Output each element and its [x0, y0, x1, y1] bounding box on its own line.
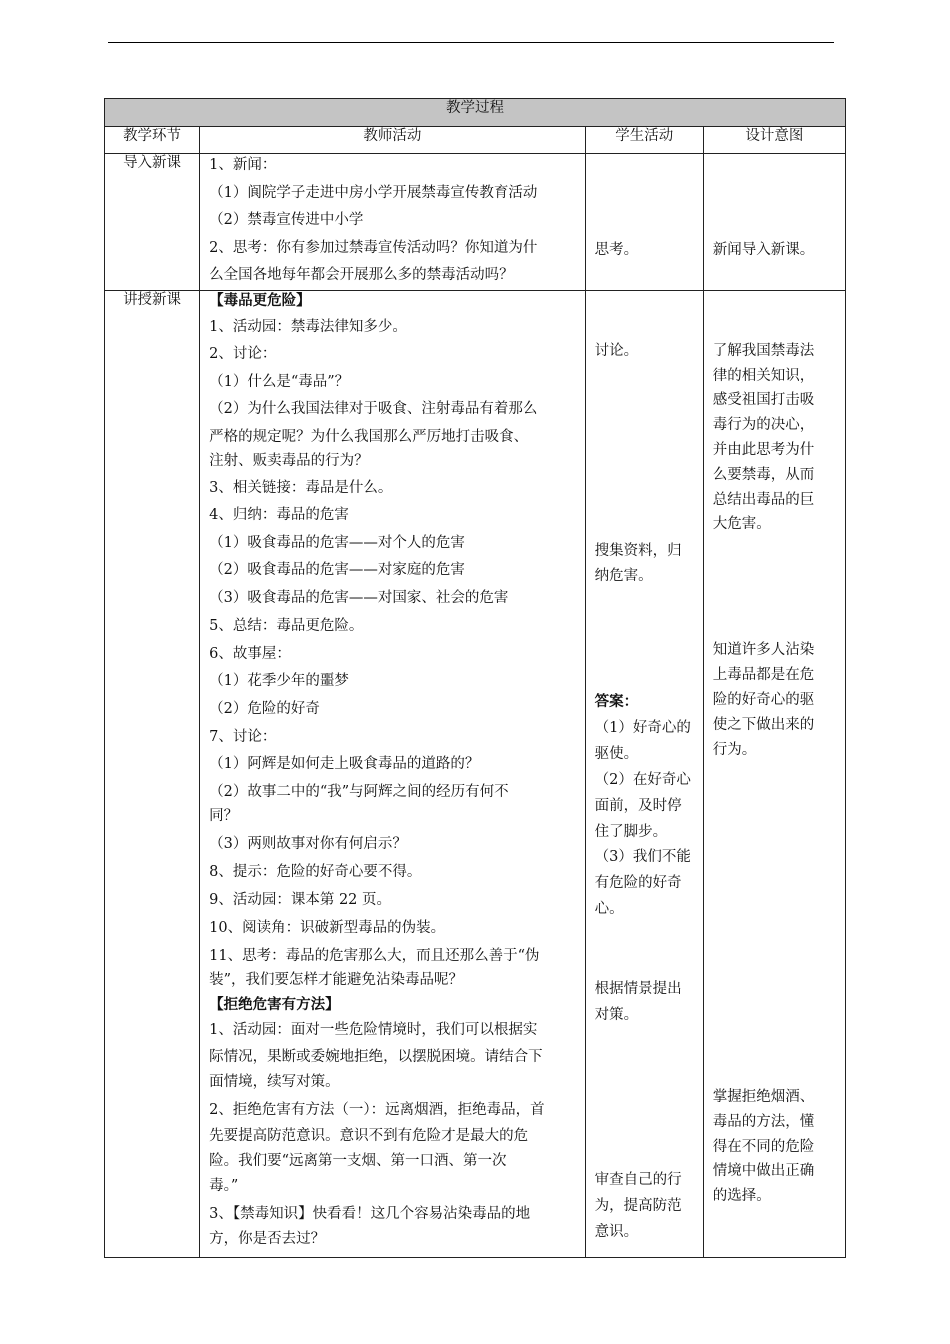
intent-line: 的选择。 [712, 1188, 771, 1204]
intent-cell-lecture [703, 291, 845, 1258]
student-line: 为，提高防范 [594, 1198, 682, 1214]
teacher-line: 3、【禁毒知识】快看看！这几个容易沾染毒品的地 [209, 1206, 531, 1222]
stage-intro: 导入新课 [105, 154, 200, 291]
teacher-cell-intro [200, 154, 586, 291]
teacher-line: 8、提示：危险的好奇心要不得。 [209, 864, 422, 880]
teacher-line: 严格的规定呢？为什么我国那么严厉地打击吸食、 [209, 429, 529, 445]
intent-line: 感受祖国打击吸 [712, 392, 815, 408]
teacher-line: 4、归纳：毒品的危害 [209, 507, 349, 523]
teacher-line: 7、讨论： [209, 729, 277, 745]
intent-line: 律的相关知识， [712, 368, 815, 384]
teacher-line: 6、故事屋： [209, 646, 291, 662]
teacher-line: 2、思考：你有参加过禁毒宣传活动吗？你知道为什 [209, 240, 538, 256]
teacher-line: （1）什么是“毒品”？ [209, 374, 350, 390]
student-cell-intro [585, 154, 703, 291]
teacher-line: 1、新闻： [209, 157, 277, 173]
student-line: （1）好奇心的 [594, 720, 691, 736]
teacher-line: （3）吸食毒品的危害——对国家、社会的危害 [209, 590, 509, 606]
student-line: 心。 [594, 901, 624, 917]
teacher-line: 10、阅读角：识破新型毒品的伪装。 [209, 920, 446, 936]
teacher-line: （2）危险的好奇 [209, 701, 320, 717]
teacher-cell-lecture [200, 291, 586, 1258]
intent-line: 毒品的方法，懂 [712, 1114, 815, 1130]
teacher-line: （2）为什么我国法律对于吸食、注射毒品有着那么 [209, 401, 538, 417]
intent-line: 并由此思考为什 [712, 442, 815, 458]
student-line: 住了脚步。 [594, 824, 668, 840]
student-line: 思考。 [594, 242, 639, 258]
teacher-line: （2）吸食毒品的危害——对家庭的危害 [209, 562, 465, 578]
teaching-process-table [104, 98, 846, 1258]
intent-line: 大危害。 [712, 516, 771, 532]
section-heading: 【毒品更危险】 [209, 292, 311, 309]
teacher-line: 先要提高防范意识。意识不到有危险才是最大的危 [209, 1128, 529, 1144]
teacher-line: （1）花季少年的噩梦 [209, 673, 349, 689]
student-line: 讨论。 [594, 343, 639, 359]
intent-line: 毒行为的决心， [712, 417, 815, 433]
header-teacher: 教师活动 [200, 127, 586, 154]
student-line: （2）在好奇心 [594, 772, 691, 788]
teacher-line: （2）禁毒宣传进中小学 [209, 212, 364, 228]
header-student: 学生活动 [585, 127, 703, 154]
teacher-line: 3、相关链接：毒品是什么。 [209, 480, 393, 496]
teacher-line: 1、活动园：面对一些危险情境时，我们可以根据实 [209, 1022, 538, 1038]
teacher-line: （3）两则故事对你有何启示？ [209, 836, 407, 852]
intent-line: 情境中做出正确 [712, 1163, 815, 1179]
intent-line: 新闻导入新课。 [712, 242, 815, 258]
teacher-line: 装”，我们要怎样才能避免沾染毒品呢？ [209, 972, 464, 988]
student-line: 驱使。 [594, 746, 639, 762]
stage-lecture: 讲授新课 [105, 291, 200, 1258]
table-title: 教学过程 [105, 99, 846, 127]
section-heading: 【拒绝危害有方法】 [209, 996, 340, 1013]
table-row [105, 291, 846, 1258]
intent-line: 总结出毒品的巨 [712, 492, 815, 508]
student-line: 根据情景提出 [594, 981, 682, 997]
answer-heading: 答案： [594, 693, 639, 710]
header-stage: 教学环节 [105, 127, 200, 154]
intent-line: 么要禁毒，从而 [712, 467, 815, 483]
student-line: 纳危害。 [594, 568, 653, 584]
table-row [105, 154, 846, 291]
teacher-line: （2）故事二中的“我”与阿辉之间的经历有何不 [209, 784, 509, 800]
intent-line: 得在不同的危险 [712, 1139, 815, 1155]
intent-line: 了解我国禁毒法 [712, 343, 815, 359]
header-intent: 设计意图 [703, 127, 845, 154]
intent-line: 知道许多人沾染 [712, 642, 815, 658]
teacher-line: （1）阆院学子走进中房小学开展禁毒宣传教育活动 [209, 185, 538, 201]
teacher-line: 11、思考：毒品的危害那么大，而且还那么善于“伪 [209, 948, 540, 964]
intent-line: 使之下做出来的 [712, 717, 815, 733]
teacher-line: 毒。” [209, 1178, 239, 1194]
intent-line: 行为。 [712, 742, 757, 758]
student-line: 审查自己的行 [594, 1172, 682, 1188]
teacher-line: 5、总结：毒品更危险。 [209, 618, 364, 634]
teacher-line: 么全国各地每年都会开展那么多的禁毒活动吗？ [209, 267, 514, 283]
teacher-line: （1）吸食毒品的危害——对个人的危害 [209, 535, 465, 551]
teacher-line: 1、活动园：禁毒法律知多少。 [209, 319, 407, 335]
teacher-line: 同？ [209, 808, 239, 824]
student-line: 有危险的好奇 [594, 875, 682, 891]
teacher-line: （1）阿辉是如何走上吸食毒品的道路的？ [209, 756, 480, 772]
student-cell-lecture [585, 291, 703, 1258]
teacher-line: 险。我们要“远离第一支烟、第一口酒、第一次 [209, 1153, 507, 1169]
teacher-line: 2、讨论： [209, 346, 277, 362]
intent-line: 险的好奇心的驱 [712, 692, 815, 708]
student-line: 对策。 [594, 1007, 639, 1023]
student-line: 意识。 [594, 1224, 639, 1240]
intent-line: 掌握拒绝烟酒、 [712, 1089, 815, 1105]
header-rule [108, 42, 834, 43]
teacher-line: 2、拒绝危害有方法（一）：远离烟酒，拒绝毒品，首 [209, 1102, 545, 1118]
teacher-line: 注射、贩卖毒品的行为？ [209, 453, 369, 469]
teacher-line: 际情况，果断或委婉地拒绝，以摆脱困境。请结合下 [209, 1049, 543, 1065]
student-line: 面前，及时停 [594, 798, 682, 814]
student-line: 搜集资料，归 [594, 543, 682, 559]
intent-cell-intro [703, 154, 845, 291]
teacher-line: 方，你是否去过？ [209, 1231, 326, 1247]
intent-line: 上毒品都是在危 [712, 667, 815, 683]
teacher-line: 9、活动园：课本第 22 页。 [209, 892, 392, 908]
teacher-line: 面情境，续写对策。 [209, 1074, 340, 1090]
student-line: （3）我们不能 [594, 849, 691, 865]
